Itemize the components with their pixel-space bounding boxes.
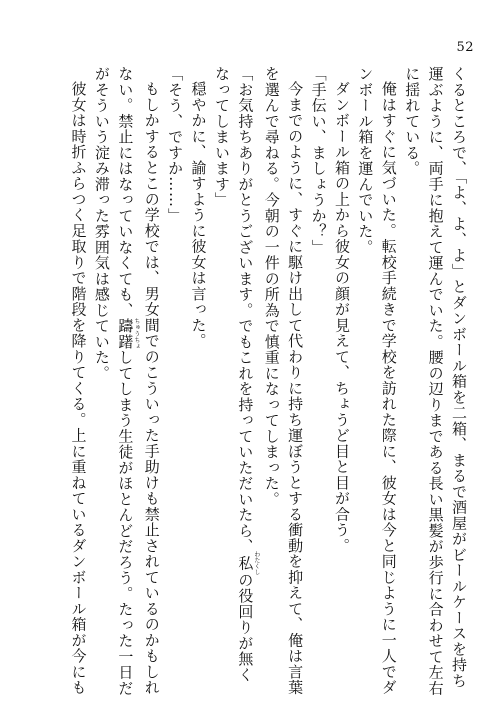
ruby-reading: わたくし [252, 551, 260, 576]
text-segment: 運ぶように、両手に抱えて運んでいた。腰の辺りまである長い黒髪が歩行に合わせて左右 [426, 66, 445, 696]
text-line [163, 66, 186, 676]
text-line [330, 66, 353, 676]
text-line [113, 66, 140, 696]
ruby-word [236, 551, 260, 576]
text-segment: ダンボール箱の上から彼女の顔が見えて、ちょうど目と目が合う。 [332, 81, 351, 554]
text-line [353, 66, 376, 676]
ruby-reading: ちゅうちょ [132, 318, 140, 350]
ruby-word [116, 318, 140, 350]
text-segment: もしかするとこの学校では、男女間でのこういった手助けも禁止されているのかもしれ [142, 81, 161, 696]
text-segment: を選んで尋ねる。今朝の一件の所為で慎重になってしまった。 [262, 66, 281, 507]
text-line [447, 66, 470, 689]
text-segment: の役回りが無く [236, 572, 255, 683]
text-line [186, 66, 209, 676]
text-line [139, 66, 162, 696]
text-line [90, 66, 113, 676]
text-line [233, 66, 260, 683]
text-segment: ンボール箱を運んでいた。 [356, 66, 375, 255]
text-segment: 穏やかに、諭すように彼女は言った。 [189, 81, 208, 349]
text-segment: 「手伝い、ましょうか？」 [309, 66, 328, 255]
text-line [423, 66, 446, 696]
text-segment: がそういう淀み滞った雰囲気は感じていた。 [92, 66, 111, 381]
text-segment: に揺れている。 [403, 66, 422, 177]
text-segment: 俺はすぐに気づいた。転校手続きで学校を訪れた際に、彼女は今と同じように一人でダ [379, 81, 398, 696]
ruby-base: 躊躇 [116, 318, 135, 350]
text-segment: なってしまいます」 [212, 66, 231, 208]
text-segment: ない。禁止にはなっていなくても、 [116, 66, 135, 318]
text-line [210, 66, 233, 676]
text-segment: してしまう生徒がほとんどだろう。たった一日だ [116, 349, 135, 696]
text-segment: 彼女は時折ふらつく足取りで階段を降りてくる。上に重ねているダンボール箱が今にも [69, 81, 88, 696]
text-segment: くるところで、「よ、よ、よ」とダンボール箱を二箱、まるで酒屋がビールケースを持ち [450, 66, 468, 689]
text-line [400, 66, 423, 676]
vertical-body-text [66, 66, 470, 696]
text-line [376, 66, 399, 696]
text-line [259, 66, 282, 676]
page-number: 52 [456, 40, 474, 55]
text-segment: 今までのように、すぐに駆け出して代わりに持ち運ぼうとする衝動を抑えて、俺は言葉 [286, 81, 305, 696]
text-segment: 「そう、ですか……」 [166, 66, 185, 224]
text-line [306, 66, 329, 676]
text-line [283, 66, 306, 696]
ruby-base: 私 [236, 551, 255, 576]
text-line [66, 66, 89, 696]
text-segment: 「お気持ちありがとうございます。でもこれを持っていただいたら、 [236, 66, 255, 555]
